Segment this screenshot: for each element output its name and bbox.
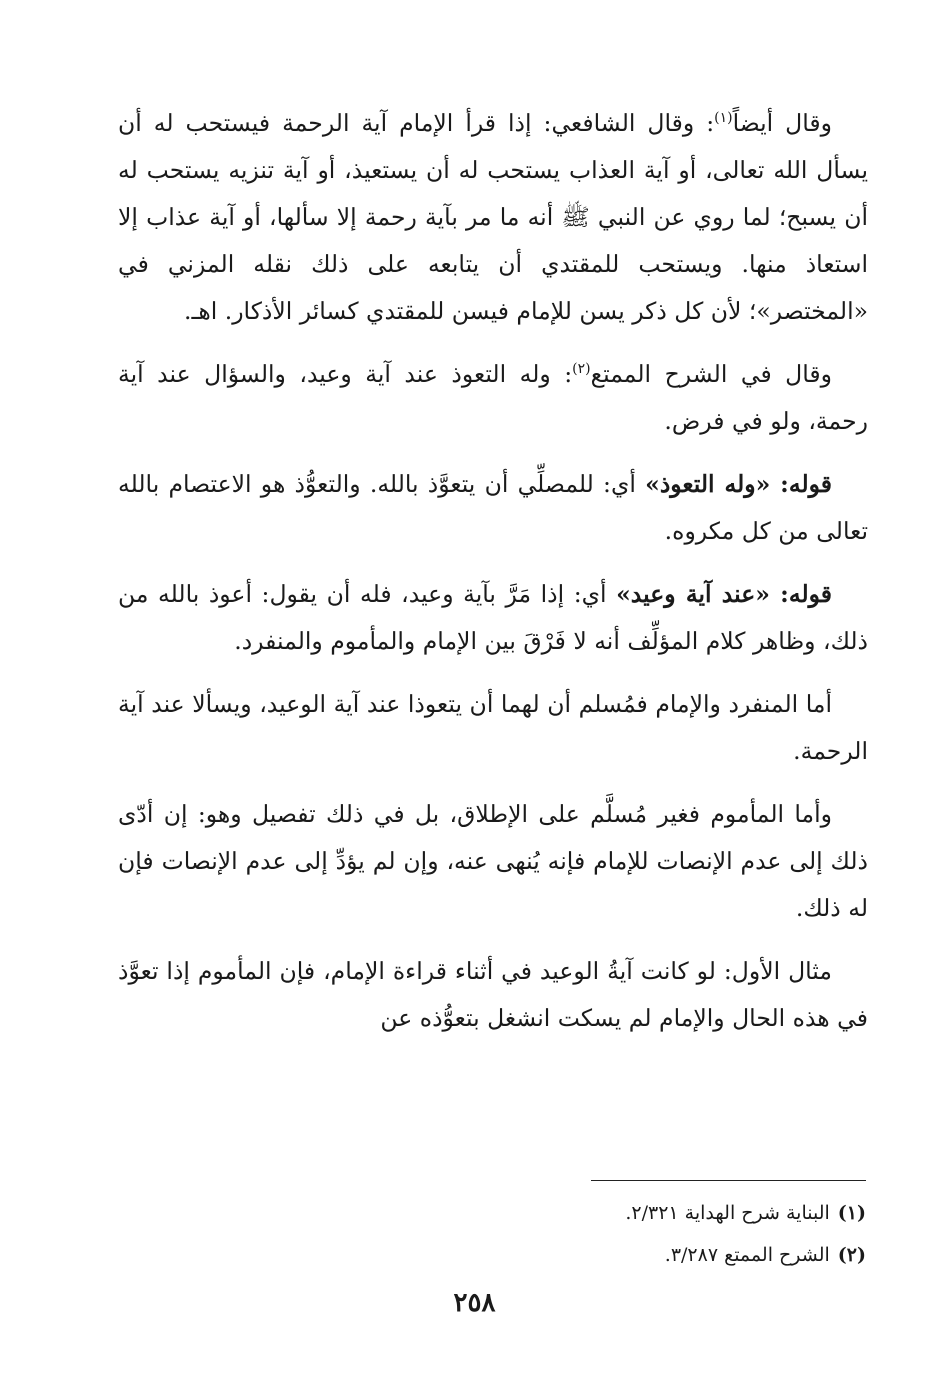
paragraph-intro: وقال أيضاً bbox=[732, 109, 832, 137]
paragraph-example bbox=[118, 948, 868, 1042]
paragraph-taawwudh bbox=[118, 461, 868, 555]
paragraph-intro: وقال في الشرح الممتع bbox=[590, 360, 833, 388]
page-body bbox=[118, 100, 868, 1058]
footnote-marker[interactable]: (١) bbox=[714, 110, 733, 127]
paragraph-sharh-mumti bbox=[118, 351, 868, 445]
paragraph-text: : وقال الشافعي: إذا قرأ الإمام آية الرحمة فيستحب له أن يسأل الله تعالى، أو آية العذاب يستحب له أن يستعيذ، أو آية تنزيه يستحب له أن يسبح؛ لما روي عن النبي ﷺ أنه ما مر بآية رحمة إلا سألها، أو آية عذاب إلا استعاذ منها. ويستحب للمقتدي أن يتابعه على ذلك نقله المزني في «المختصر»؛ لأن كل ذكر يسن للإمام فيسن للمقتدي كسائر الأذكار. اهـ. bbox=[118, 109, 868, 325]
footnote-number: (١) bbox=[837, 1202, 866, 1224]
paragraph-text: أي: إذا مَرَّ بآية وعيد، فله أن يقول: أعوذ بالله من ذلك، وظاهر كلام المؤلِّف أنه لا فَرْقَ بين الإمام والمأموم والمنفرد. bbox=[118, 580, 868, 655]
paragraph-text: أي: للمصلِّي أن يتعوَّذ بالله. والتعوُّذ هو الاعتصام بالله تعالى من كل مكروه. bbox=[118, 470, 868, 545]
paragraph-shafii-quote bbox=[118, 100, 868, 335]
paragraph-text: مثال الأول: لو كانت آيةُ الوعيد في أثناء قراءة الإمام، فإن المأموم إذا تعوَّذ في هذه الحال والإمام لم يسكت انشغل بتعوُّذه عن bbox=[118, 957, 868, 1032]
page-number: ٢٥٨ bbox=[453, 1288, 496, 1318]
footnote-item bbox=[266, 1192, 866, 1234]
footnote-number: (٢) bbox=[837, 1244, 866, 1266]
paragraph-munfarid bbox=[118, 681, 868, 775]
footnote-text: الشرح الممتع ٣/٢٨٧. bbox=[664, 1244, 830, 1266]
footnotes bbox=[266, 1192, 866, 1276]
footnote-text: البناية شرح الهداية ٢/٣٢١. bbox=[625, 1202, 830, 1224]
paragraph-text: : وله التعوذ عند آية وعيد، والسؤال عند آية رحمة، ولو في فرض. bbox=[118, 360, 868, 435]
footnote-item bbox=[266, 1234, 866, 1276]
paragraph-lead: قوله: «عند آية وعيد» bbox=[616, 580, 832, 608]
footnote-divider bbox=[591, 1180, 866, 1181]
paragraph-mamum bbox=[118, 791, 868, 932]
footnote-marker[interactable]: (٢) bbox=[572, 361, 591, 378]
paragraph-text: وأما المأموم فغير مُسلَّم على الإطلاق، بل في ذلك تفصيل وهو: إن أدّى ذلك إلى عدم الإنصات للإمام فإنه يُنهى عنه، وإن لم يؤدِّ إلى عدم الإنصات فإن له ذلك. bbox=[118, 800, 868, 922]
paragraph-lead: قوله: «وله التعوذ» bbox=[645, 470, 832, 498]
paragraph-text: أما المنفرد والإمام فمُسلم أن لهما أن يتعوذا عند آية الوعيد، ويسألا عند آية الرحمة. bbox=[118, 690, 868, 765]
paragraph-ayat-waeed bbox=[118, 571, 868, 665]
